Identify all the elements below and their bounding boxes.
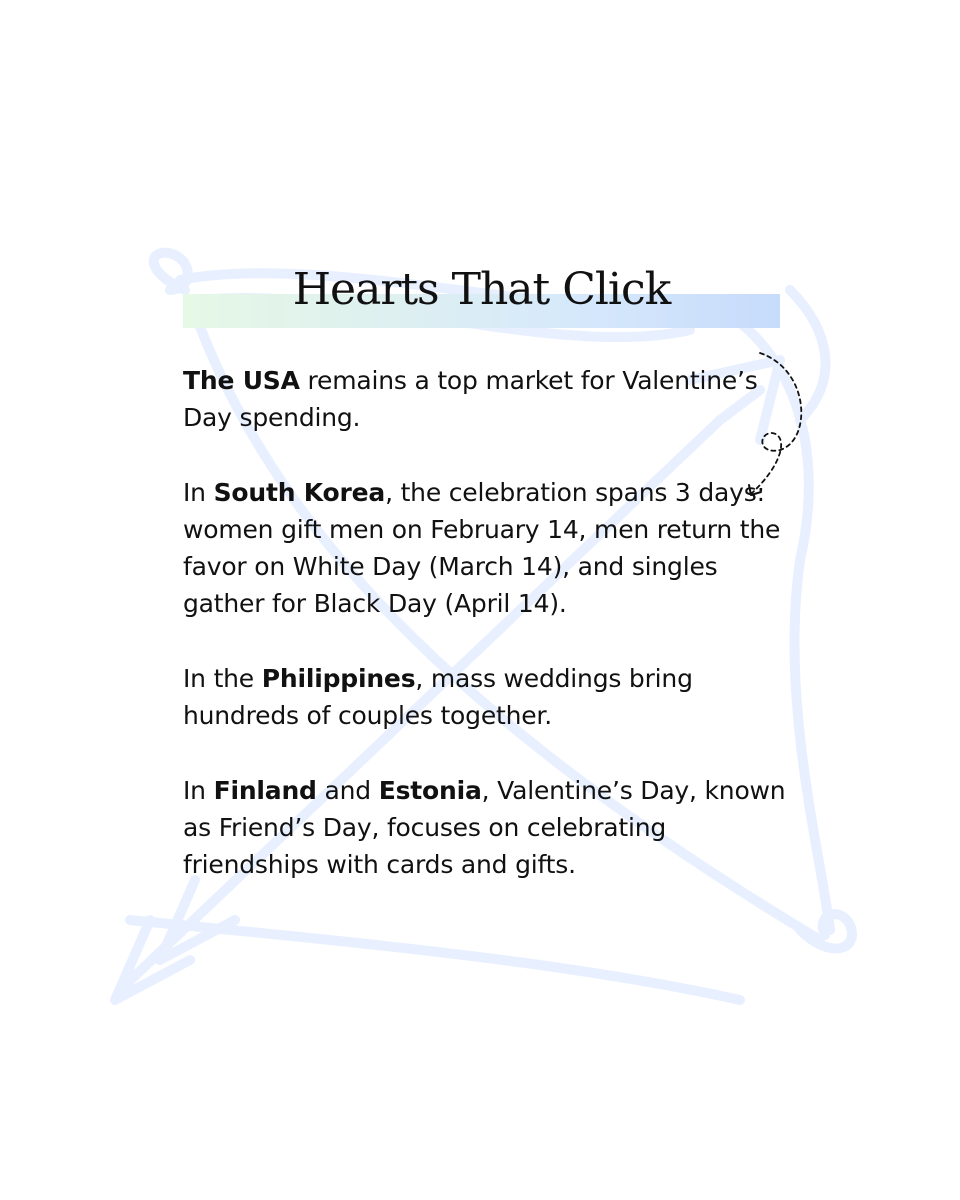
paragraph-text: In	[183, 776, 214, 805]
paragraph-finland-estonia	[183, 772, 803, 883]
paragraph-philippines	[183, 660, 803, 734]
body-text	[183, 362, 803, 921]
paragraph-text: , Valentine’s Day, known as Friend’s Day, focuses on celebrating friendships with cards and gifts.	[183, 776, 786, 879]
paragraph-text: In	[183, 478, 214, 507]
page-title: Hearts That Click	[292, 264, 671, 315]
country-south-korea: South Korea	[213, 478, 386, 507]
title-block	[183, 258, 780, 330]
country-philippines: Philippines	[261, 664, 416, 693]
paragraph-usa	[183, 362, 803, 436]
paragraph-south-korea	[183, 474, 803, 622]
paragraph-text: , the celebration spans 3 days: women gift men on February 14, men return the favor on White Day (March 14), and singles gather for Black Day (April 14).	[183, 478, 781, 618]
country-usa: The USA	[183, 366, 300, 395]
paragraph-text: In the	[183, 664, 262, 693]
paragraph-text: remains a top market for Valentine’s Day spending.	[183, 366, 758, 432]
paragraph-text: and	[316, 776, 379, 805]
paragraph-text: , mass weddings bring hundreds of couples together.	[183, 664, 693, 730]
country-finland: Finland	[213, 776, 317, 805]
country-estonia: Estonia	[378, 776, 482, 805]
